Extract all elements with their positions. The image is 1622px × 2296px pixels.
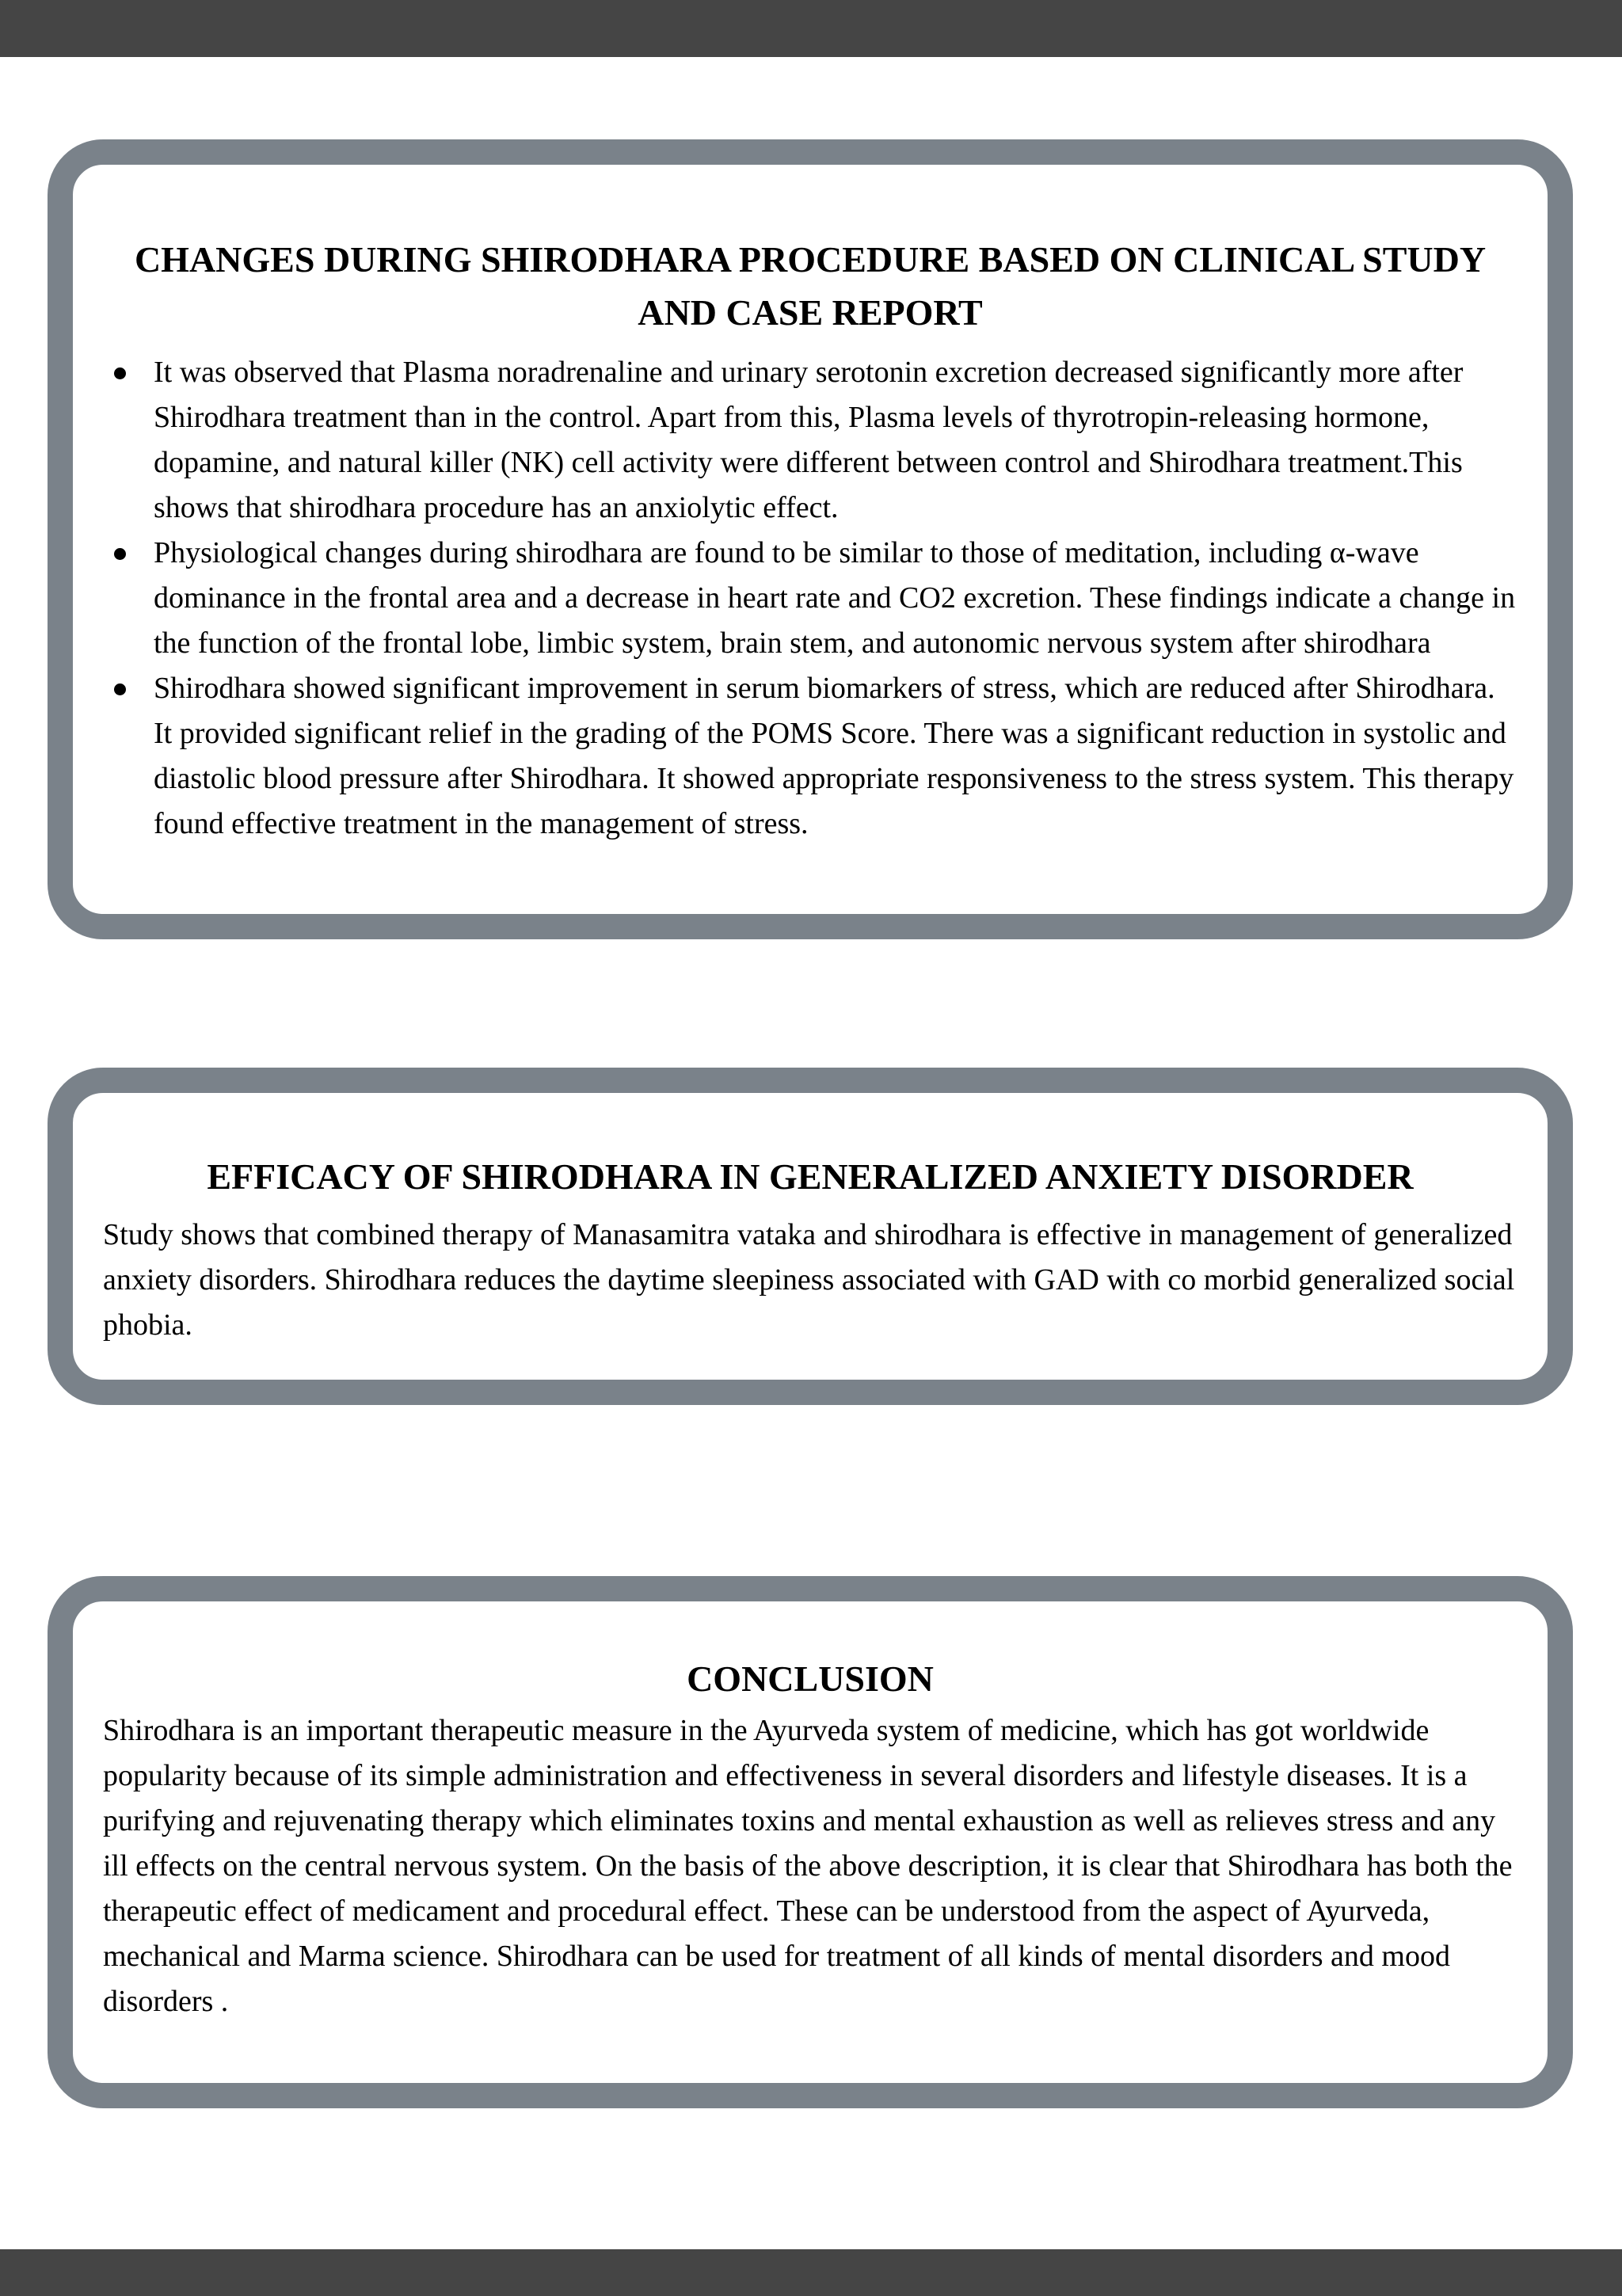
list-item — [103, 531, 1517, 666]
section-paragraph: Study shows that combined therapy of Manasamitra vataka and shirodhara is effective in management of generalized anxiety disorders. Shirodhara reduces the daytime sleepiness associated with GAD with co morbid generalized social phobia. — [103, 1218, 1515, 1342]
section-title: CONCLUSION — [687, 1658, 934, 1699]
section-title: CHANGES DURING SHIRODHARA PROCEDURE BASED ON CLINICAL STUDY AND CASE REPORT — [134, 239, 1487, 333]
section-conclusion — [48, 1576, 1573, 2108]
bullet-icon — [114, 548, 126, 560]
top-bar — [0, 0, 1622, 57]
section-clinical-changes — [48, 139, 1573, 939]
section-title: EFFICACY OF SHIRODHARA IN GENERALIZED ANXIETY DISORDER — [207, 1156, 1414, 1197]
list-item-text: Physiological changes during shirodhara are found to be similar to those of meditation, including α-wave dominance in the frontal area and a decrease in heart rate and CO2 excretion. These findings indicate a change in the function of the frontal lobe, limbic system, brain stem, and autonomic nervous system after shirodhara — [154, 536, 1516, 660]
list-item — [103, 666, 1517, 847]
bullet-icon — [114, 683, 126, 695]
bullet-icon — [114, 367, 126, 379]
list-item-text: Shirodhara showed significant improvement in serum biomarkers of stress, which are reduced after Shirodhara. It provided significant relief in the grading of the POMS Score. There was a significant reduction in systolic and diastolic blood pressure after Shirodhara. It showed appropriate responsiveness to the stress system. This therapy found effective treatment in the management of stress. — [154, 672, 1514, 840]
bottom-bar — [0, 2249, 1622, 2296]
section-efficacy-gad — [48, 1068, 1573, 1405]
bullet-list — [103, 350, 1517, 847]
list-item-text: It was observed that Plasma noradrenaline and urinary serotonin excretion decreased significantly more after Shirodhara treatment than in the control. Apart from this, Plasma levels of thyrotropin-releasing hormone, dopamine, and natural killer (NK) cell activity were different between control and Shirodhara treatment.This shows that shirodhara procedure has an anxiolytic effect. — [154, 356, 1464, 524]
section-paragraph: Shirodhara is an important therapeutic measure in the Ayurveda system of medicine, which has got worldwide popularity because of its simple administration and effectiveness in several disorders and lifestyle diseases. It is a purifying and rejuvenating therapy which eliminates toxins and mental exhaustion as well as relieves stress and any ill effects on the central nervous system. On the basis of the above description, it is clear that Shirodhara has both the therapeutic effect of medicament and procedural effect. These can be understood from the aspect of Ayurveda, mechanical and Marma science. Shirodhara can be used for treatment of all kinds of mental disorders and mood disorders . — [103, 1714, 1513, 2018]
list-item — [103, 350, 1517, 531]
